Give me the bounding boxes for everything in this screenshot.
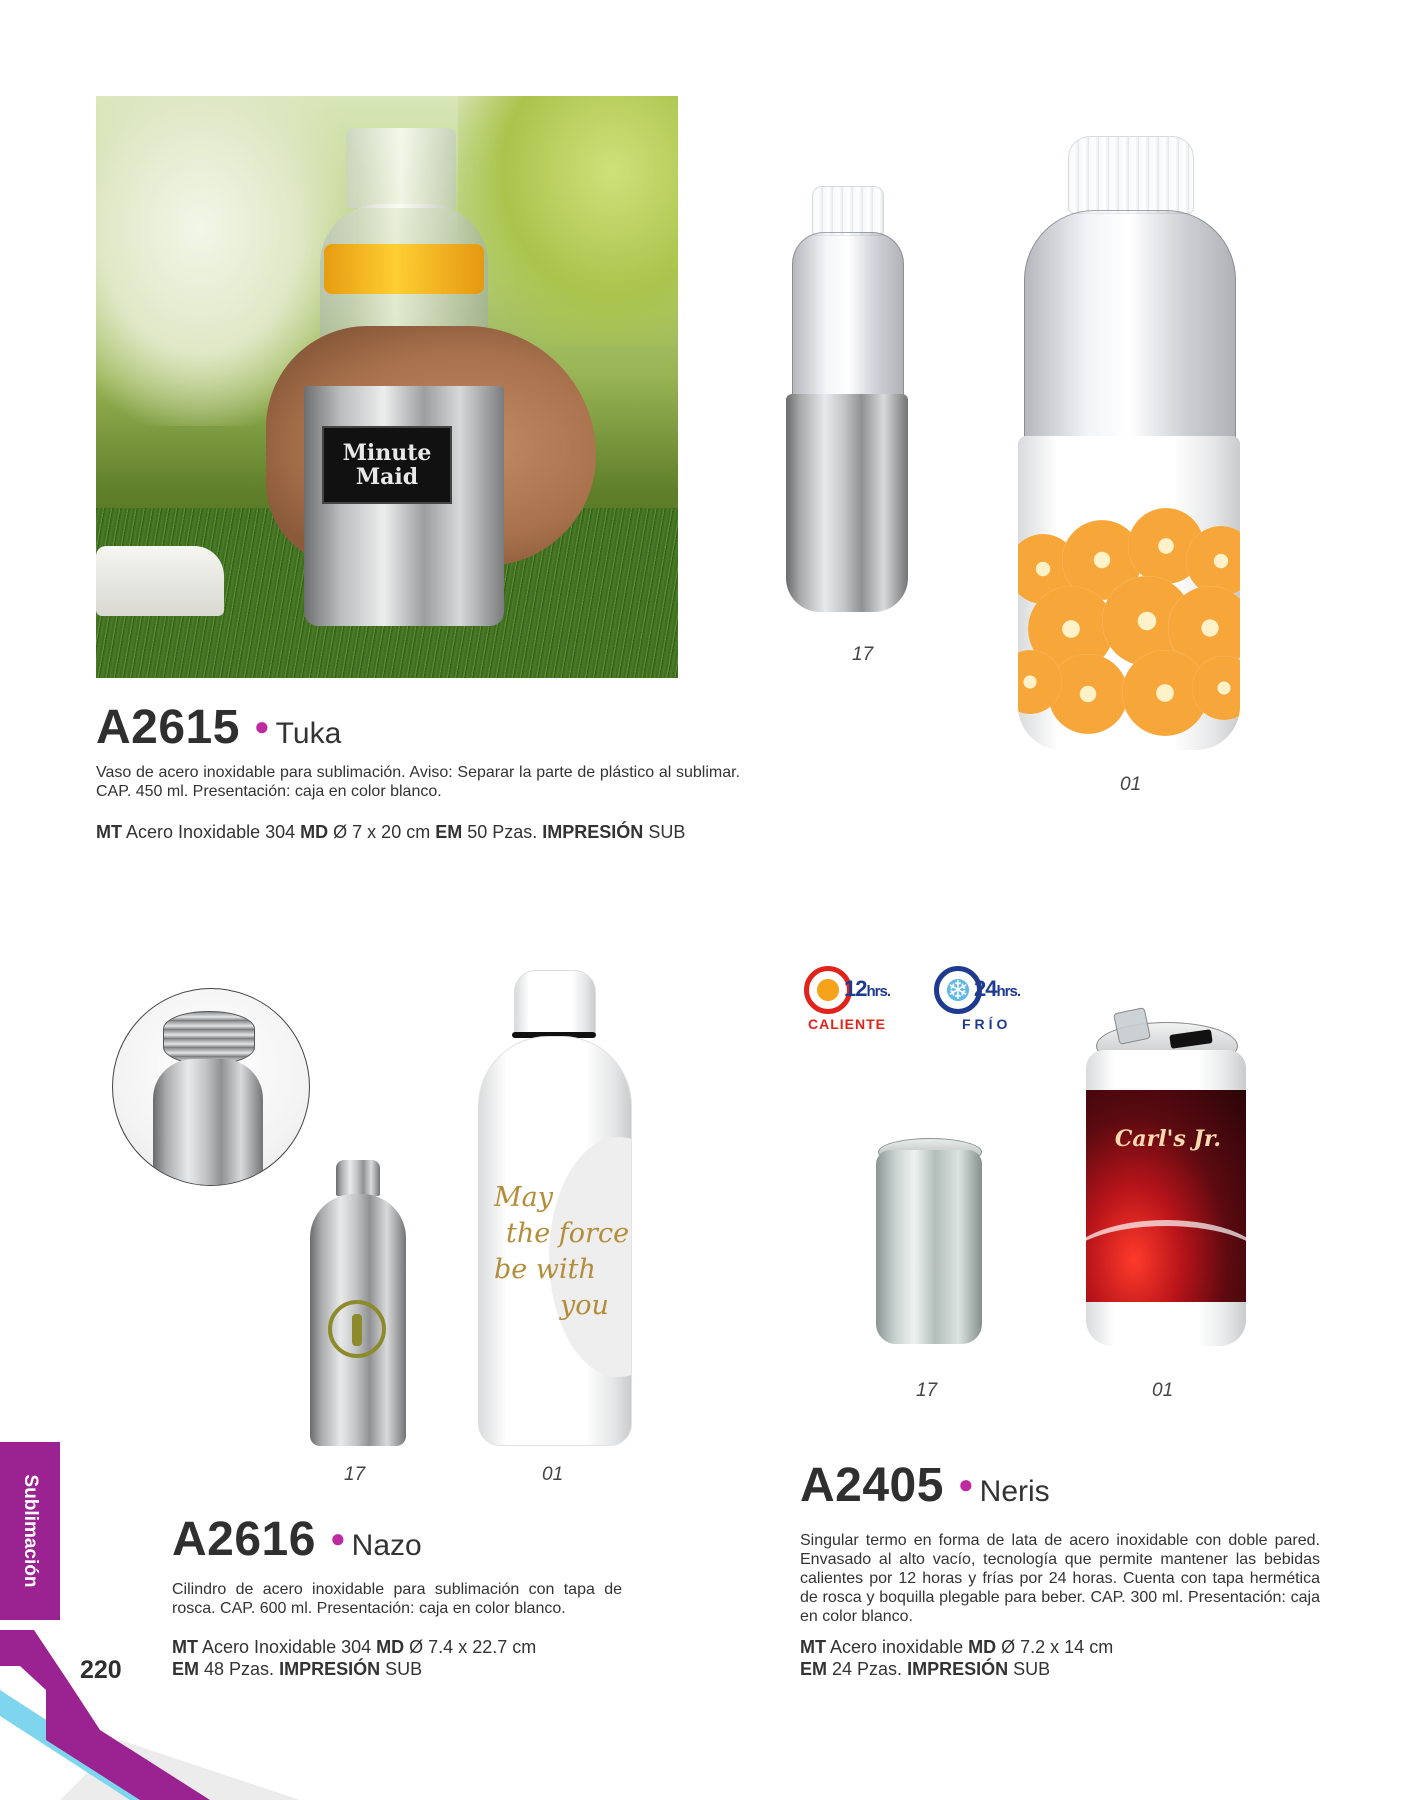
spec-value: 24 Pzas.	[832, 1659, 903, 1679]
bottle-thread-detail	[163, 1011, 255, 1065]
photo-label-line: Maid	[355, 464, 419, 490]
variant-label: 17	[852, 644, 874, 665]
bottle-print-text	[490, 1180, 630, 1324]
product-code: A2405	[800, 1459, 944, 1512]
badge-value	[844, 976, 890, 1002]
can-wave-graphic	[1086, 1220, 1246, 1306]
product-specs	[800, 1636, 1260, 1680]
bottle-cap	[812, 186, 884, 236]
can-logo: Carl's Jr.	[1114, 1126, 1222, 1152]
photo-bottle-neck	[346, 128, 456, 208]
product-code: A2616	[172, 1513, 316, 1566]
badge-hours: 12	[844, 976, 867, 1001]
bottle-white-body	[1018, 436, 1240, 750]
spec-value: SUB	[648, 822, 686, 842]
variant-label: 01	[1152, 1380, 1174, 1401]
product-image-a2405-01	[1086, 1010, 1246, 1350]
cold-24hrs-badge	[934, 966, 1038, 1036]
product-description: Cilindro de acero inoxidable para sublimación con tapa de rosca. CAP. 600 ml. Presentación: caja en color blanco.	[172, 1581, 622, 1617]
product-heading-a2405	[800, 1458, 1050, 1513]
photo-bottle-steel	[304, 386, 504, 626]
variant-label: 01	[1120, 774, 1142, 795]
corner-decoration	[0, 1630, 300, 1800]
can-white-body	[1086, 1050, 1246, 1346]
spec-value: Ø 7.2 x 14 cm	[1001, 1637, 1114, 1657]
spec-value: Acero Inoxidable 304	[202, 1637, 372, 1657]
product-name: Tuka	[275, 717, 342, 750]
product-code: A2615	[96, 701, 240, 754]
product-photo-a2615	[96, 96, 678, 678]
badge-unit: hrs.	[996, 983, 1020, 1000]
photo-bottle-label	[322, 426, 452, 504]
spec-label: MT	[800, 1637, 826, 1657]
product-description: Singular termo en forma de lata de acero inoxidable con doble pared. Envasado al alto vacío, tecnología que permite mantener las bebidas calientes por 12 horas y frías por 24 horas. Cuenta con tapa hermética de rosca y boquilla plegable para beber. CAP. 300 ml. Presentación: caja en color blanco.	[800, 1532, 1320, 1625]
badge-unit: hrs.	[866, 983, 890, 1000]
spec-label: MT	[96, 822, 122, 842]
can-steel-body	[876, 1150, 982, 1344]
spec-label: MD	[376, 1637, 405, 1657]
badge-hours: 24	[974, 976, 997, 1001]
spec-value: Ø 7 x 20 cm	[333, 822, 431, 842]
product-image-a2616-01	[476, 970, 632, 1448]
spec-value: Ø 7.4 x 22.7 cm	[409, 1637, 537, 1657]
product-heading-a2615	[96, 700, 341, 755]
category-label: Sublimación	[20, 1474, 41, 1588]
spec-label: IMPRESIÓN	[907, 1659, 1009, 1679]
orange-slice-graphic	[1048, 654, 1128, 734]
product-image-a2616-17	[306, 1160, 410, 1450]
category-side-tab	[0, 1442, 60, 1620]
spec-label: MD	[968, 1637, 997, 1657]
hot-12hrs-badge	[804, 966, 908, 1036]
emblem-center	[352, 1314, 362, 1346]
spec-value: Acero Inoxidable 304	[126, 822, 296, 842]
photo-label-line: Minute	[342, 440, 432, 466]
product-image-a2615-01	[1018, 136, 1240, 750]
spec-value: SUB	[385, 1659, 423, 1679]
page-number: 220	[80, 1656, 122, 1684]
variant-label: 01	[542, 1464, 564, 1485]
bullet-dot: ●	[253, 711, 270, 741]
spec-label: EM	[172, 1659, 199, 1679]
spec-line	[800, 1658, 1260, 1680]
print-line: be with	[494, 1254, 596, 1285]
photo-background-blur	[458, 96, 678, 346]
print-line: May	[494, 1182, 553, 1213]
spec-label: IMPRESIÓN	[542, 822, 644, 842]
spec-value: 50 Pzas.	[467, 822, 538, 842]
badge-label: CALIENTE	[808, 1016, 886, 1032]
bottle-steel-body	[786, 394, 908, 612]
product-name: Nazo	[351, 1529, 422, 1562]
product-name: Neris	[979, 1475, 1050, 1508]
variant-label: 17	[344, 1464, 366, 1485]
bottle-cap	[514, 970, 596, 1036]
print-line: you	[560, 1290, 609, 1321]
badge-label: FRÍO	[962, 1016, 1012, 1032]
photo-cup	[96, 546, 224, 616]
spec-label: EM	[800, 1659, 827, 1679]
spec-value: 48 Pzas.	[204, 1659, 275, 1679]
spec-label: EM	[435, 822, 463, 842]
product-specs	[96, 821, 796, 843]
spec-value: Acero inoxidable	[830, 1637, 964, 1657]
product-description: Vaso de acero inoxidable para sublimación. Aviso: Separar la parte de plástico al sublimar. CAP. 450 ml. Presentación: caja en color blanco.	[96, 764, 740, 800]
spec-label: MT	[172, 1637, 198, 1657]
detail-inset-bottle-neck	[112, 988, 310, 1186]
can-red-wrap	[1086, 1090, 1246, 1302]
can-spout	[1113, 1007, 1151, 1045]
spec-label: IMPRESIÓN	[279, 1659, 381, 1679]
bottle-cap	[336, 1160, 380, 1196]
bottle-neck-detail	[153, 1059, 263, 1186]
photo-juice	[324, 244, 484, 294]
variant-label: 17	[916, 1380, 938, 1401]
spec-label: MD	[300, 822, 329, 842]
bullet-dot: ●	[329, 1523, 346, 1553]
bottle-cap	[1068, 136, 1194, 214]
bullet-dot: ●	[957, 1469, 974, 1499]
spec-line	[800, 1636, 1260, 1658]
product-image-a2615-17	[780, 186, 940, 621]
product-heading-a2616	[172, 1512, 422, 1567]
badge-value	[974, 976, 1020, 1002]
bottle-clear-top	[1024, 210, 1236, 460]
jedi-emblem-graphic	[328, 1300, 386, 1358]
spec-value: SUB	[1013, 1659, 1051, 1679]
product-image-a2405-17	[876, 1138, 982, 1350]
print-line: the force	[506, 1218, 630, 1249]
snowflake-icon: ❄	[934, 966, 982, 1014]
